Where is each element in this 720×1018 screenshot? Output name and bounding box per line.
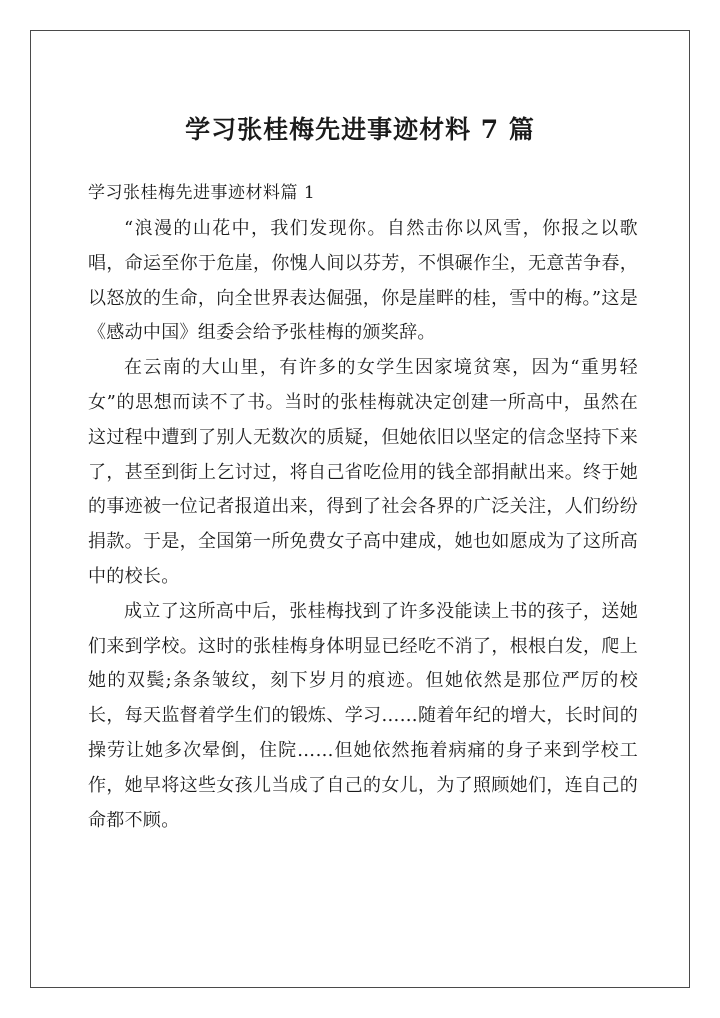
body-text [88,212,638,838]
paragraph-3: 成立了这所高中后，张桂梅找到了许多没能读上书的孩子，送她们来到学校。这时的张桂梅身体明显已经吃不消了，根根白发，爬上她的双鬓;条条皱纹，刻下岁月的痕迹。但她依然是那位严厉的校长，每天监督着学生们的锻炼、学习……随着年纪的增大，长时间的操劳让她多次晕倒，住院……但她依然拖着病痛的身子来到学校工作，她早将这些女孩儿当成了自己的女儿，为了照顾她们，连自己的命都不顾。 [88,600,638,831]
section-heading: 学习张桂梅先进事迹材料篇 1 [88,183,316,203]
document-title: 学习张桂梅先进事迹材料 7 篇 [185,115,535,144]
paragraph-1: “浪漫的山花中，我们发现你。自然击你以风雪，你报之以歌唱，命运至你于危崖，你愧人间以芬芳，不惧碾作尘，无意苦争春，以怒放的生命，向全世界表达倔强，你是崖畔的桂，雪中的梅。”这是《感动中国》组委会给予张桂梅的颁奖辞。 [88,218,638,344]
paragraph-2: 在云南的大山里，有许多的女学生因家境贫寒，因为“重男轻女”的思想而读不了书。当时的张桂梅就决定创建一所高中，虽然在这过程中遭到了别人无数次的质疑，但她依旧以坚定的信念坚持下来了，甚至到街上乞讨过，将自己省吃俭用的钱全部捐献出来。终于她的事迹被一位记者报道出来，得到了社会各界的广泛关注，人们纷纷捐款。于是，全国第一所免费女子高中建成，她也如愿成为了这所高中的校长。 [88,357,638,587]
